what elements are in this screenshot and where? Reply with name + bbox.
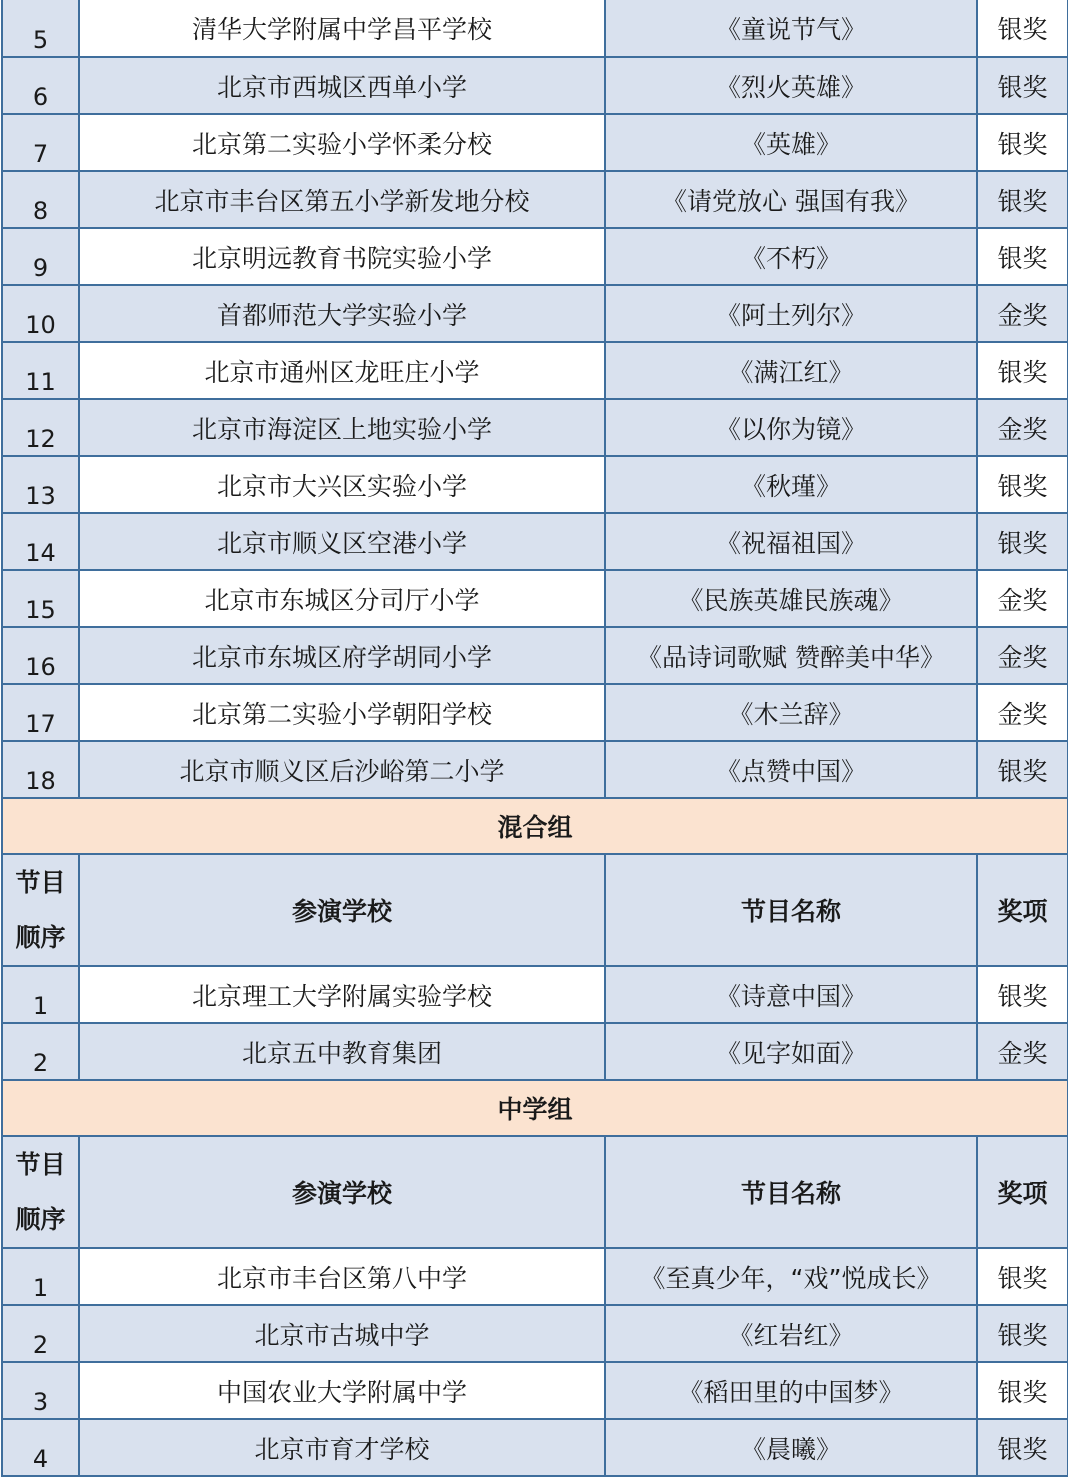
award-level: 金奖 [977, 285, 1068, 342]
group-title-row [2, 1080, 1068, 1136]
table-row [2, 684, 1068, 741]
school-name: 清华大学附属中学昌平学校 [79, 0, 605, 57]
award-level: 银奖 [977, 1248, 1068, 1305]
school-name: 北京第二实验小学怀柔分校 [79, 114, 605, 171]
program-name: 《见字如面》 [605, 1023, 977, 1080]
header-program-order [2, 854, 79, 966]
award-level: 银奖 [977, 228, 1068, 285]
award-level: 金奖 [977, 627, 1068, 684]
school-name: 北京市顺义区空港小学 [79, 513, 605, 570]
table-header-row [2, 854, 1068, 966]
school-name: 北京市丰台区第五小学新发地分校 [79, 171, 605, 228]
program-name: 《至真少年，“戏”悦成长》 [605, 1248, 977, 1305]
school-name: 北京市古城中学 [79, 1305, 605, 1362]
table-row [2, 627, 1068, 684]
school-name: 中国农业大学附属中学 [79, 1362, 605, 1419]
group-title: 中学组 [2, 1080, 1068, 1136]
row-number: 17 [2, 684, 79, 741]
header-program: 节目名称 [605, 854, 977, 966]
award-level: 金奖 [977, 1023, 1068, 1080]
program-name: 《品诗词歌赋 赞醉美中华》 [605, 627, 977, 684]
award-level: 银奖 [977, 1419, 1068, 1476]
award-level: 银奖 [977, 456, 1068, 513]
program-name: 《秋瑾》 [605, 456, 977, 513]
row-number: 16 [2, 627, 79, 684]
row-number: 8 [2, 171, 79, 228]
group-title-row [2, 798, 1068, 854]
program-name: 《稻田里的中国梦》 [605, 1362, 977, 1419]
awards-table [1, 0, 1068, 1477]
school-name: 北京市顺义区后沙峪第二小学 [79, 741, 605, 798]
award-level: 金奖 [977, 684, 1068, 741]
row-number: 11 [2, 342, 79, 399]
row-number: 9 [2, 228, 79, 285]
header-school: 参演学校 [79, 1136, 605, 1248]
table-row [2, 285, 1068, 342]
header-award: 奖项 [977, 1136, 1068, 1248]
school-name: 北京市丰台区第八中学 [79, 1248, 605, 1305]
row-number: 4 [2, 1419, 79, 1476]
row-number: 1 [2, 966, 79, 1023]
table-row [2, 513, 1068, 570]
school-name: 北京市东城区分司厅小学 [79, 570, 605, 627]
program-name: 《晨曦》 [605, 1419, 977, 1476]
program-name: 《英雄》 [605, 114, 977, 171]
school-name: 北京理工大学附属实验学校 [79, 966, 605, 1023]
table-header-row [2, 1136, 1068, 1248]
header-order-line1: 节目 [15, 1150, 66, 1179]
program-name: 《请党放心 强国有我》 [605, 171, 977, 228]
program-name: 《祝福祖国》 [605, 513, 977, 570]
row-number: 1 [2, 1248, 79, 1305]
table-row [2, 399, 1068, 456]
award-level: 银奖 [977, 342, 1068, 399]
table-row [2, 171, 1068, 228]
table-row [2, 741, 1068, 798]
table-row [2, 114, 1068, 171]
program-name: 《木兰辞》 [605, 684, 977, 741]
program-name: 《诗意中国》 [605, 966, 977, 1023]
program-name: 《满江红》 [605, 342, 977, 399]
award-level: 银奖 [977, 114, 1068, 171]
school-name: 北京明远教育书院实验小学 [79, 228, 605, 285]
row-number: 15 [2, 570, 79, 627]
row-number: 12 [2, 399, 79, 456]
table-row [2, 57, 1068, 114]
award-level: 银奖 [977, 966, 1068, 1023]
school-name: 北京市育才学校 [79, 1419, 605, 1476]
row-number: 3 [2, 1362, 79, 1419]
row-number: 2 [2, 1305, 79, 1362]
table-row [2, 1362, 1068, 1419]
program-name: 《童说节气》 [605, 0, 977, 57]
award-level: 金奖 [977, 570, 1068, 627]
row-number: 5 [2, 0, 79, 57]
table-row [2, 1419, 1068, 1476]
row-number: 7 [2, 114, 79, 171]
table-row [2, 1248, 1068, 1305]
school-name: 北京市西城区西单小学 [79, 57, 605, 114]
header-order-line2: 顺序 [15, 1205, 66, 1234]
award-level: 银奖 [977, 0, 1068, 57]
school-name: 北京第二实验小学朝阳学校 [79, 684, 605, 741]
award-level: 银奖 [977, 741, 1068, 798]
program-name: 《不朽》 [605, 228, 977, 285]
row-number: 13 [2, 456, 79, 513]
award-level: 银奖 [977, 57, 1068, 114]
program-name: 《以你为镜》 [605, 399, 977, 456]
school-name: 北京五中教育集团 [79, 1023, 605, 1080]
header-order-line1: 节目 [15, 868, 66, 897]
table-row [2, 342, 1068, 399]
row-number: 6 [2, 57, 79, 114]
table-row [2, 1023, 1068, 1080]
header-school: 参演学校 [79, 854, 605, 966]
row-number: 14 [2, 513, 79, 570]
table-row [2, 1305, 1068, 1362]
group-title: 混合组 [2, 798, 1068, 854]
school-name: 北京市通州区龙旺庄小学 [79, 342, 605, 399]
award-level: 银奖 [977, 1305, 1068, 1362]
school-name: 北京市大兴区实验小学 [79, 456, 605, 513]
row-number: 10 [2, 285, 79, 342]
row-number: 2 [2, 1023, 79, 1080]
program-name: 《点赞中国》 [605, 741, 977, 798]
school-name: 首都师范大学实验小学 [79, 285, 605, 342]
table-row [2, 966, 1068, 1023]
table-row [2, 228, 1068, 285]
program-name: 《民族英雄民族魂》 [605, 570, 977, 627]
school-name: 北京市海淀区上地实验小学 [79, 399, 605, 456]
table-row [2, 456, 1068, 513]
header-program-order [2, 1136, 79, 1248]
award-level: 银奖 [977, 513, 1068, 570]
school-name: 北京市东城区府学胡同小学 [79, 627, 605, 684]
award-level: 金奖 [977, 399, 1068, 456]
table-row [2, 570, 1068, 627]
table-row [2, 0, 1068, 57]
header-award: 奖项 [977, 854, 1068, 966]
program-name: 《阿土列尔》 [605, 285, 977, 342]
program-name: 《烈火英雄》 [605, 57, 977, 114]
row-number: 18 [2, 741, 79, 798]
award-level: 银奖 [977, 1362, 1068, 1419]
header-order-line2: 顺序 [15, 923, 66, 952]
award-level: 银奖 [977, 171, 1068, 228]
program-name: 《红岩红》 [605, 1305, 977, 1362]
header-program: 节目名称 [605, 1136, 977, 1248]
